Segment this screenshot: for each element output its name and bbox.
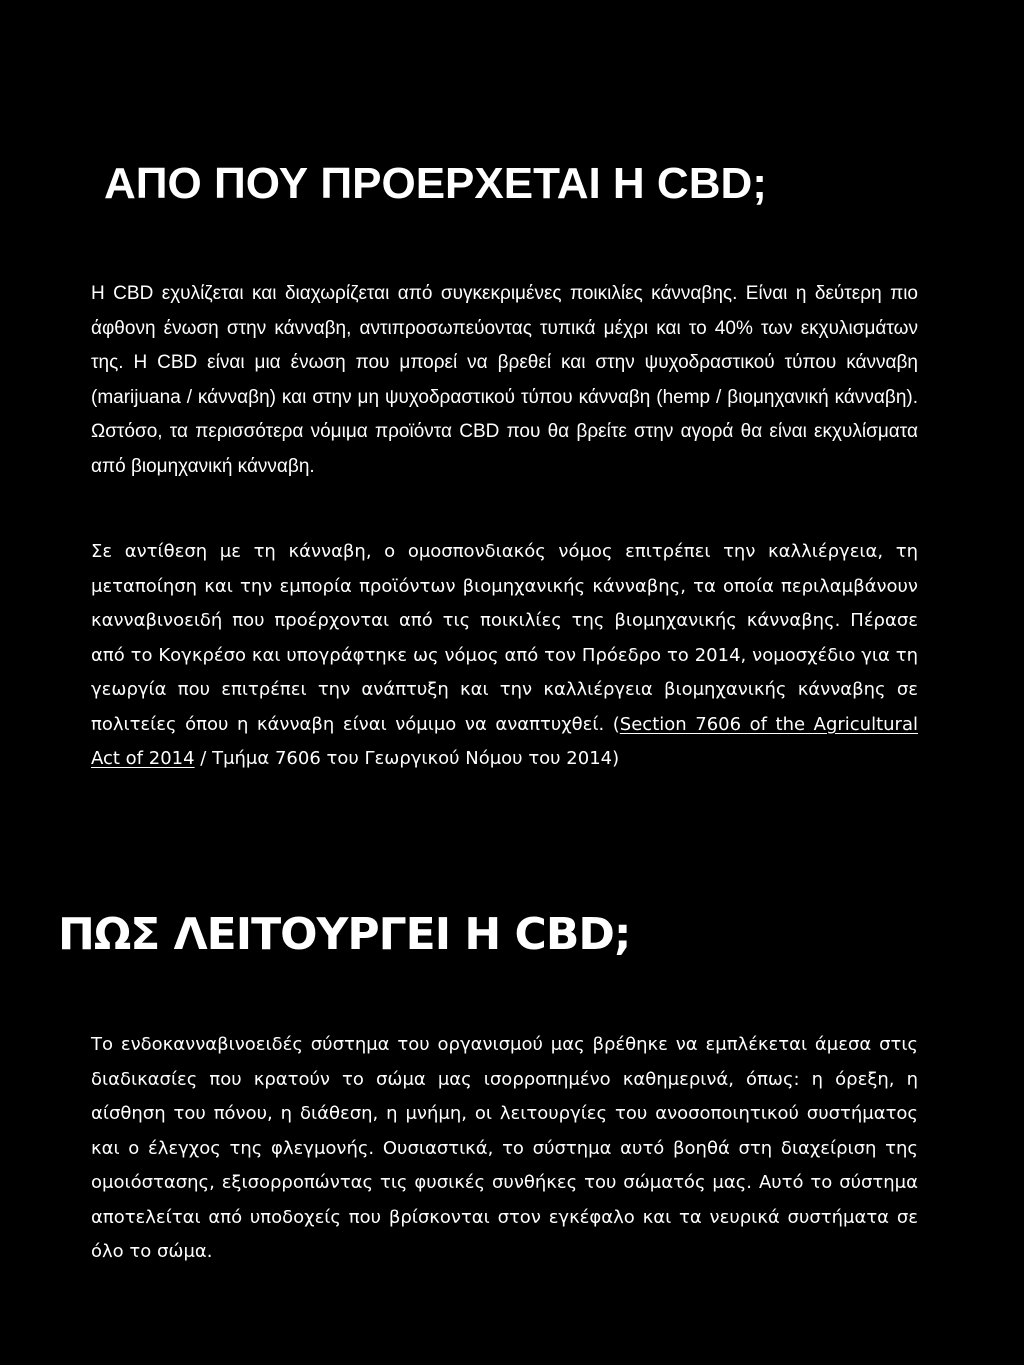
section-heading-how-it-works: ΠΩΣ ΛΕΙΤΟΥΡΓΕΙ Η CBD; [58, 909, 631, 960]
section-heading-origin: ΑΠΟ ΠΟΥ ΠΡΟΕΡΧΕΤΑΙ Η CBD; [104, 159, 767, 208]
paragraph-federal-law-paren: ( [604, 713, 620, 735]
paragraph-federal-law [91, 535, 918, 777]
paragraph-federal-law-tail: / Τμήμα 7606 του Γεωργικού Νόμου του 2014) [194, 748, 620, 769]
paragraph-endocannabinoid-system: Το ενδοκανναβινοειδές σύστημα του οργανισμού μας βρέθηκε να εμπλέκεται άμεσα στις διαδικασίες που κρατούν το σώμα μας ισορροπημένο καθημερινά, όπως: η όρεξη, η αίσθηση του πόνου, η διάθεση, η μνήμη, οι λειτουργίες του ανοσοποιητικού συστήματος και ο έλεγχος της φλεγμονής. Ουσιαστικά, το σύστημα αυτό βοηθά στη διαχείριση της ομοιόστασης, εξισορροπώντας τις φυσικές συνθήκες του σώματός μας. Αυτό το σύστημα αποτελείται από υποδοχείς που βρίσκονται στον εγκέφαλο και τα νευρικά συστήματα σε όλο το σώμα. [91, 1034, 918, 1262]
paragraph-cbd-extraction: Η CBD εχυλίζεται και διαχωρίζεται από συγκεκριμένες ποικιλίες κάνναβης. Είναι η δεύτερη πιο άφθονη ένωση στην κάνναβη, αντιπροσωπεύοντας τυπικά μέχρι και το 40% των εκχυλισμάτων της. Η CBD είναι μια ένωση που μπορεί να βρεθεί και στην ψυχοδραστικού τύπου κάνναβη (marijuana / κάνναβη) και στην μη ψυχοδραστικού τύπου κάνναβη (hemp / βιομηχανική κάνναβη). Ωστόσο, τα περισσότερα νόμιμα προϊόντα CBD που θα βρείτε στην αγορά θα είναι εκχυλίσματα από βιομηχανική κάνναβη. [91, 283, 918, 477]
paragraph-federal-law-text: Σε αντίθεση με τη κάνναβη, ο ομοσπονδιακός νόμος επιτρέπει την καλλιέργεια, τη μεταποίηση και την εμπορία προϊόντων βιομηχανικής κάνναβης, τα οποία περιλαμβάνουν κανναβινοειδή που προέρχονται από τις ποικιλίες της βιομηχανικής κάνναβης. Πέρασε από το Κογκρέσο και υπογράφτηκε ως νόμος από τον Πρόεδρο το 2014, νομοσχέδιο για τη γεωργία που επιτρέπει την ανάπτυξη και την καλλιέργεια βιομηχανικής κάνναβης σε πολιτείες όπου η κάνναβη είναι νόμιμο να αναπτυχθεί. [91, 541, 918, 735]
agricultural-act-link[interactable]: Section 7606 of the Agricultural Act of 2014 [91, 713, 918, 769]
